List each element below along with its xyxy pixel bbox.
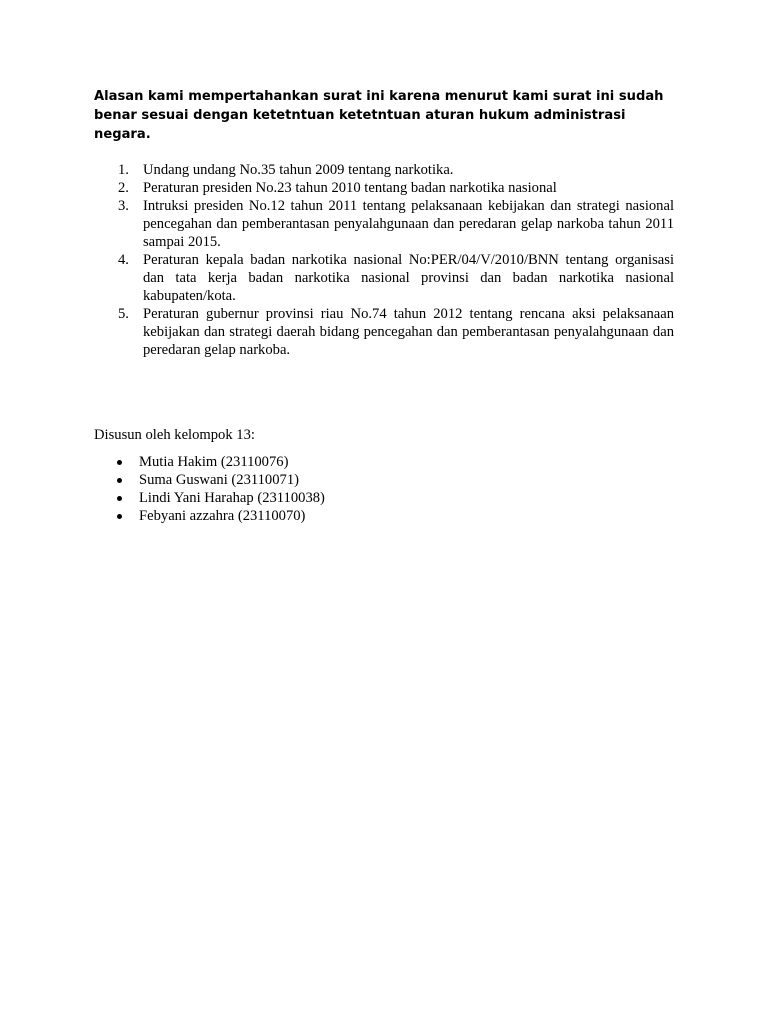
list-number: 2. <box>118 180 129 196</box>
intro-paragraph: Alasan kami mempertahankan surat ini karena menurut kami surat ini sudah benar sesuai dengan ketetntuan ketetntuan aturan hukum administrasi negara. <box>94 89 664 142</box>
list-number: 1. <box>118 162 129 178</box>
signoff-line: Disusun oleh kelompok 13: <box>94 427 255 443</box>
legal-basis-item <box>94 179 674 197</box>
legal-basis-item <box>94 251 674 305</box>
member-item <box>94 489 325 507</box>
list-number: 4. <box>118 252 129 268</box>
member-name: Febyani azzahra (23110070) <box>139 508 306 524</box>
member-name: Suma Guswani (23110071) <box>139 472 299 488</box>
legal-basis-text: Peraturan kepala badan narkotika nasional No:PER/04/V/2010/BNN tentang organisasi dan tata kerja badan narkotika nasional provinsi dan badan narkotika nasional kabupaten/kota. <box>143 252 674 304</box>
member-name: Mutia Hakim (23110076) <box>139 454 289 470</box>
list-number: 5. <box>118 306 129 322</box>
legal-basis-text: Intruksi presiden No.12 tahun 2011 tentang pelaksanaan kebijakan dan strategi nasional pencegahan dan pemberantasan penyalahgunaan dan peredaran gelap narkoba tahun 2011 sampai 2015. <box>143 198 674 250</box>
legal-basis-item <box>94 161 674 179</box>
legal-basis-text: Undang undang No.35 tahun 2009 tentang narkotika. <box>143 162 454 178</box>
bullet-icon <box>117 514 122 519</box>
legal-basis-text: Peraturan presiden No.23 tahun 2010 tentang badan narkotika nasional <box>143 180 557 196</box>
bullet-icon <box>117 460 122 465</box>
member-name: Lindi Yani Harahap (23110038) <box>139 490 325 506</box>
list-number: 3. <box>118 198 129 214</box>
member-item <box>94 507 325 525</box>
legal-basis-list <box>94 161 674 359</box>
legal-basis-text: Peraturan gubernur provinsi riau No.74 tahun 2012 tentang rencana aksi pelaksanaan kebijakan dan strategi daerah bidang pencegahan dan pemberantasan penyalahgunaan dan peredaran gelap narkoba. <box>143 306 674 358</box>
bullet-icon <box>117 496 122 501</box>
bullet-icon <box>117 478 122 483</box>
member-list <box>94 453 325 525</box>
member-item <box>94 471 325 489</box>
legal-basis-item <box>94 305 674 359</box>
legal-basis-item <box>94 197 674 251</box>
member-item <box>94 453 325 471</box>
